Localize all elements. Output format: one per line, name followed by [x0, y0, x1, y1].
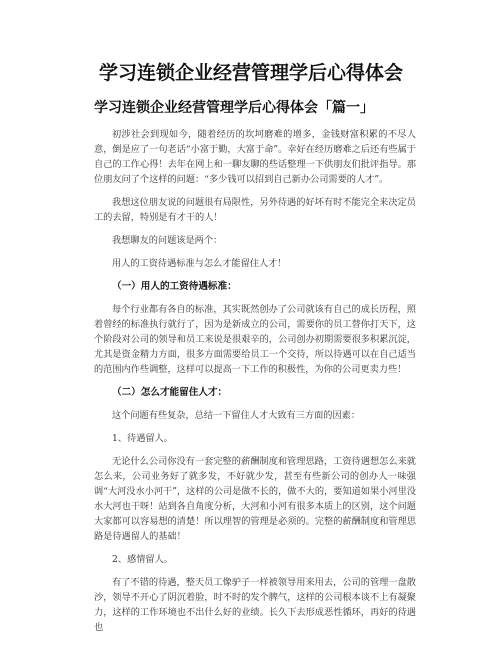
section-title: 学习连锁企业经营管理学后心得体会「篇一」 [94, 100, 374, 116]
list-item-2: 2、感情留人。 [112, 554, 173, 565]
document-title: 学习连锁企业经营管理学后心得体会 [98, 62, 403, 84]
paragraph-question-summary: 用人的工资待遇标准与怎么才能留住人才！ [112, 258, 287, 269]
subheading-retain-talent: （二）怎么才能留住人才： [112, 387, 228, 398]
document-body [94, 127, 416, 643]
paragraph-retain-factors: 这个问题有些复杂，总结一下留住人才大致有三方面的因素： [112, 410, 361, 421]
list-item-1: 1、待遇留人。 [112, 433, 173, 444]
paragraph-two-questions: 我想聊友的问题该是两个： [112, 235, 223, 246]
paragraph-salary-retention: 无论什么公司你没有一套完整的薪酬制度和管理思路，工资待遇想怎么来就怎么来，公司业务好了就多发，不好就少发，甚至有些新公司的创办人一味强调“大河没水小河干”，这样的公司是做不长的，做不大的，要知道如果小河里没水大河也干呀！站到各自角度分析，大河和小河有很多本质上的区别，这个问题大家都可以容易想的清楚！所以理智的管理是必须的。完整的薪酬制度和管理思路是待遇留人的基础！ [94, 456, 416, 542]
paragraph-emotional-retention: 有了不错的待遇，整天员工像驴子一样被领导用来用去，公司的管理一盘散沙，领导不开心了阴沉着脸，时不时的发个脾气，这样的公司根本谈不上有凝聚力，这样的工作环境也不出什么好的业绩。长久下去形成恶性循环，再好的待遇也 [94, 577, 416, 633]
paragraph-salary-standard: 每个行业都有各自的标准，其实既然创办了公司就该有自己的成长历程，照着曾经的标准执行就行了，因为是新成立的公司，需要你的员工替你打天下，这个阶段对公司的领导和员工来说是很艰辛的，公司创办初期需要很多积累沉淀，尤其是资金精力方面，很多方面需要给员工一个交待，所以待遇可以在自己适当的范围内作些调整，这样可以提高一下工作的积极性，为你的公司更卖力些！ [94, 304, 416, 375]
subheading-salary-standard: （一）用人的工资待遇标准： [112, 281, 237, 292]
paragraph-reflection: 我想这位朋友说的问题很有局限性，另外待遇的好坏有时不能完全来决定员工的去留，特别是有才干的人！ [94, 197, 416, 223]
paragraph-intro: 初涉社会到现如今，随着经历的坎坷磨难的增多，金钱财富积累的不尽人意，倒是应了一句老话“小富于勤，大富于命”。幸好在经历磨难之后还有些属于自己的工作心得！去年在网上和一聊友聊的些话整理一下供朋友们批评指导。那位朋友问了个这样的问题：“多少钱可以招到自己新办公司需要的人才”。 [94, 129, 416, 185]
